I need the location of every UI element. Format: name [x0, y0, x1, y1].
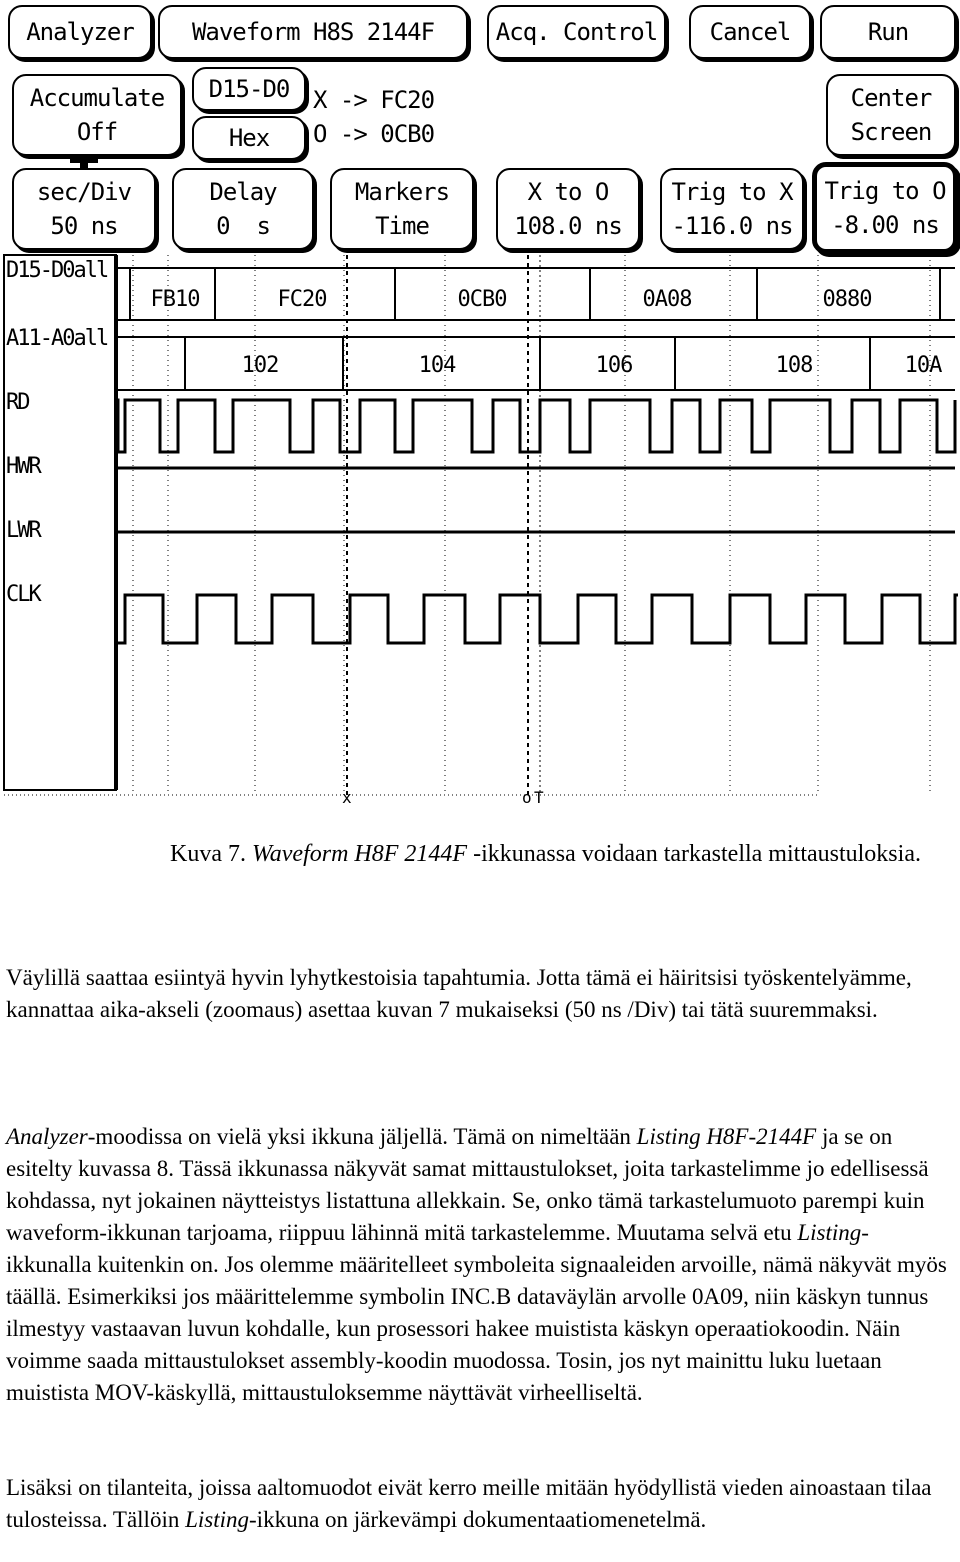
paragraph-2-em-2: Listing H8F-2144F	[636, 1124, 817, 1149]
o-marker-value: O -> 0CB0	[313, 120, 435, 148]
screen-label: Screen	[850, 118, 932, 146]
trig-to-x-value: -116.0 ns	[671, 212, 793, 240]
trigger-marker-label: T	[534, 788, 544, 805]
bus-d-value: 0880	[822, 287, 872, 312]
bus-d-value: FC20	[277, 287, 327, 312]
bus-d-value: FB10	[150, 287, 200, 312]
paragraph-3	[6, 1472, 951, 1536]
bus-a-value: 10A	[904, 353, 942, 378]
o-marker-label: o	[522, 788, 532, 805]
paragraph-2-text-1: -moodissa on vielä yksi ikkuna jäljellä. Tämä on nimeltään	[87, 1124, 637, 1149]
rd-trace	[116, 400, 955, 452]
caption-italic: Waveform H8F 2144F	[251, 841, 468, 867]
x-to-o-button[interactable]	[496, 168, 640, 250]
delay-value: 0 s	[216, 212, 270, 240]
clk-trace	[116, 595, 958, 643]
center-screen-button[interactable]	[826, 74, 956, 156]
sec-div-value: 50 ns	[50, 212, 118, 240]
signal-label-d15-d0[interactable]: D15-D0all	[6, 258, 108, 283]
caption-suffix: -ikkunassa voidaan tarkastella mittaustuloksia.	[467, 841, 921, 867]
bus-a-value: 102	[241, 353, 279, 378]
bus-selector-button[interactable]	[192, 67, 306, 111]
bus-d-value: 0CB0	[457, 287, 507, 312]
bus-d15-d0-trace	[116, 268, 955, 320]
cancel-button[interactable]	[689, 5, 811, 59]
accumulate-connector	[70, 155, 98, 163]
trig-to-o-button[interactable]	[812, 162, 958, 254]
markers-value: Time	[375, 212, 429, 240]
trig-to-x-label: Trig to X	[671, 178, 793, 206]
bus-a-value: 106	[595, 353, 633, 378]
trig-to-o-value: -8.00 ns	[831, 211, 939, 239]
markers-label: Markers	[354, 178, 450, 206]
paragraph-2-em-1: Analyzer	[6, 1124, 88, 1149]
cancel-label: Cancel	[709, 18, 791, 46]
run-label: Run	[867, 18, 909, 46]
paragraph-2-em-3: Listing	[797, 1220, 862, 1245]
markers-button[interactable]	[330, 168, 474, 250]
sec-div-button[interactable]	[12, 168, 156, 250]
bus-d-value: 0A08	[642, 287, 692, 312]
center-label: Center	[850, 84, 932, 112]
trig-to-o-label: Trig to O	[824, 177, 946, 205]
waveform-display[interactable]	[0, 250, 960, 805]
accumulate-value: Off	[76, 118, 118, 146]
signal-label-a11-a0[interactable]: A11-A0all	[6, 326, 108, 351]
delay-label: Delay	[209, 178, 277, 206]
waveform-label: Waveform H8S 2144F	[191, 18, 435, 46]
paragraph-3-text-2: -ikkuna on järkevämpi dokumentaatiomenetelmä.	[249, 1507, 707, 1532]
acq-control-label: Acq. Control	[495, 18, 658, 46]
analyzer-button[interactable]	[8, 5, 152, 59]
signal-label-hwr[interactable]: HWR	[6, 454, 40, 479]
trig-to-x-button[interactable]	[660, 168, 804, 250]
bus-selector-label: D15-D0	[208, 75, 290, 103]
signal-label-lwr[interactable]: LWR	[6, 518, 40, 543]
figure-caption	[170, 838, 930, 870]
acq-control-button[interactable]	[487, 5, 666, 59]
digital-traces	[116, 400, 958, 643]
bus-a11-a0-trace	[116, 337, 955, 390]
signal-label-clk[interactable]: CLK	[6, 582, 40, 607]
radix-label: Hex	[228, 124, 270, 152]
paragraph-2	[6, 1121, 951, 1409]
paragraph-1: Väylillä saattaa esiintyä hyvin lyhytkestoisia tapahtumia. Jotta tämä ei häiritsisi työskentelyämme, kannattaa aika-akseli (zoomaus) asettaa kuvan 7 mukaiseksi (50 ns /Div) tai tätä suuremmaksi.	[6, 965, 912, 1022]
x-to-o-value: 108.0 ns	[514, 212, 622, 240]
bus-a-value: 108	[775, 353, 813, 378]
accumulate-button[interactable]	[12, 74, 182, 156]
paragraph-2-text-2: ja se on esitelty kuvassa 8. Tässä ikkunassa näkyvät samat mittaustulokset, joita tarkastelimme jo edellisessä kohdassa, nyt jokainen näytteistys listattuna allekkain. Se, onko tämä tarkastelumuoto parempi kuin waveform-ikkunan tarjoama, riippuu lähinnä mitä tarkastelemme. Muutama selvä etu	[6, 1124, 929, 1245]
signal-label-rd[interactable]: RD	[6, 390, 29, 415]
waveform-window-button[interactable]	[158, 5, 468, 59]
caption-prefix: Kuva 7.	[170, 841, 252, 867]
run-button[interactable]	[820, 5, 956, 59]
accumulate-label: Accumulate	[29, 84, 165, 112]
paragraph-3-text-1: Lisäksi on tilanteita, joissa aaltomuodot eivät kerro meille mitään hyödyllistä vieden ainoastaan tilaa tulosteissa. Tällöin	[6, 1475, 932, 1532]
analyzer-label: Analyzer	[26, 18, 134, 46]
paragraph-2-text-3: -ikkunalla kuitenkin on. Jos olemme määritelleet symboleita signaaleiden arvoille, nämä näkyvät myös täällä. Esimerkiksi jos määrittelemme symbolin INC.B dataväylän arvolle 0A09, niin käskyn tunnus ilmestyy vastaavan luvun kohdalle, kun prosessori hakee muistista käskyn operaatiokoodin. Näin voimme saada mittaustulokset assembly-koodin muodossa. Tosin, jos nyt mainittu luku luetaan muistista MOV-käskyllä, mittaustuloksemme näyttävät virheelliseltä.	[6, 1220, 947, 1405]
x-marker-label: x	[342, 788, 352, 805]
sec-div-label: sec/Div	[36, 178, 132, 206]
bus-a-value: 104	[418, 353, 456, 378]
x-marker-value: X -> FC20	[313, 86, 435, 114]
delay-button[interactable]	[172, 168, 314, 250]
paragraph-3-em: Listing	[185, 1507, 250, 1532]
x-to-o-label: X to O	[527, 178, 609, 206]
radix-hex-button[interactable]	[192, 116, 306, 160]
